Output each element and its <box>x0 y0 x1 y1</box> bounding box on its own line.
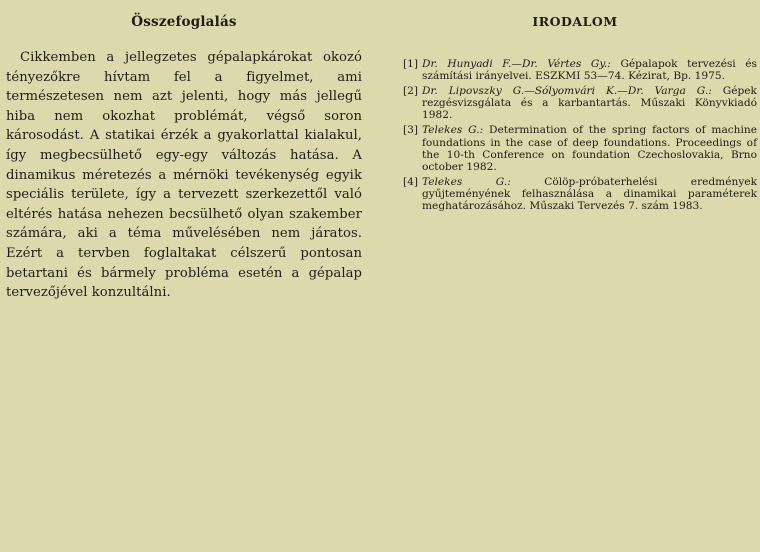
summary-heading: Összefoglalás <box>131 14 237 30</box>
reference-number: [1] <box>403 58 419 70</box>
reference-authors: Dr. Hunyadi F.—Dr. Vértes Gy.: <box>422 58 611 70</box>
references-section <box>403 14 757 215</box>
reference-number: [2] <box>403 85 419 98</box>
reference-text: Gépalapok tervezési és számítási irányelvei. ESZKMI 53—74. Kézirat, Bp. 1975. <box>422 58 757 83</box>
summary-section <box>6 14 362 303</box>
reference-number: [3] <box>403 124 419 137</box>
reference-text: Gépek rezgésvizsgálata és a karbantartás. Műszaki Könyvkiadó 1982. <box>422 85 757 122</box>
reference-text: Determination of the spring factors of machine foundations in the case of deep foundations. Proceedings of the 10-th Conference on foundation Czechoslovakia, Brno october 1982. <box>422 124 757 173</box>
summary-text: Cikkemben a jellegzetes gépalapkárokat okozó tényezőkre hívtam fel a figyelmet, ami természetesen nem azt jelenti, hogy más jellegű hiba nem okozhat problémát, végső soron károsodást. A statikai érzék a gyakorlattal kialakul, így megbecsülhető egy-egy változás hatása. A dinamikus méretezés a mérnöki tevékenység egyik speciális területe, így a tervezett szerkezettől való eltérés hatása nehezen becsülhető olyan szakember számára, aki a téma művelésében nem járatos. Ezért a tervben foglaltakat célszerű pontosan betartani és bármely probléma esetén a gépalap tervezőjével konzultálni. <box>6 50 362 301</box>
reference-authors: Dr. Lipovszky G.—Sólyomvári K.—Dr. Varga G.: <box>422 85 712 98</box>
reference-item <box>403 176 757 212</box>
reference-number: [4] <box>403 175 419 188</box>
reference-item <box>403 85 757 121</box>
references-heading: IRODALOM <box>532 14 618 29</box>
reference-authors: Telekes G.: <box>422 175 511 188</box>
reference-authors: Telekes G.: <box>422 124 484 137</box>
reference-list <box>403 58 757 212</box>
reference-item <box>403 124 757 172</box>
reference-item <box>403 58 757 82</box>
reference-text: Cölöp-próbaterhelési eredmények gyűjteményének felhasználása a dinamikai paraméterek meghatározásához. Műszaki Tervezés 7. szám 1983. <box>422 175 757 213</box>
